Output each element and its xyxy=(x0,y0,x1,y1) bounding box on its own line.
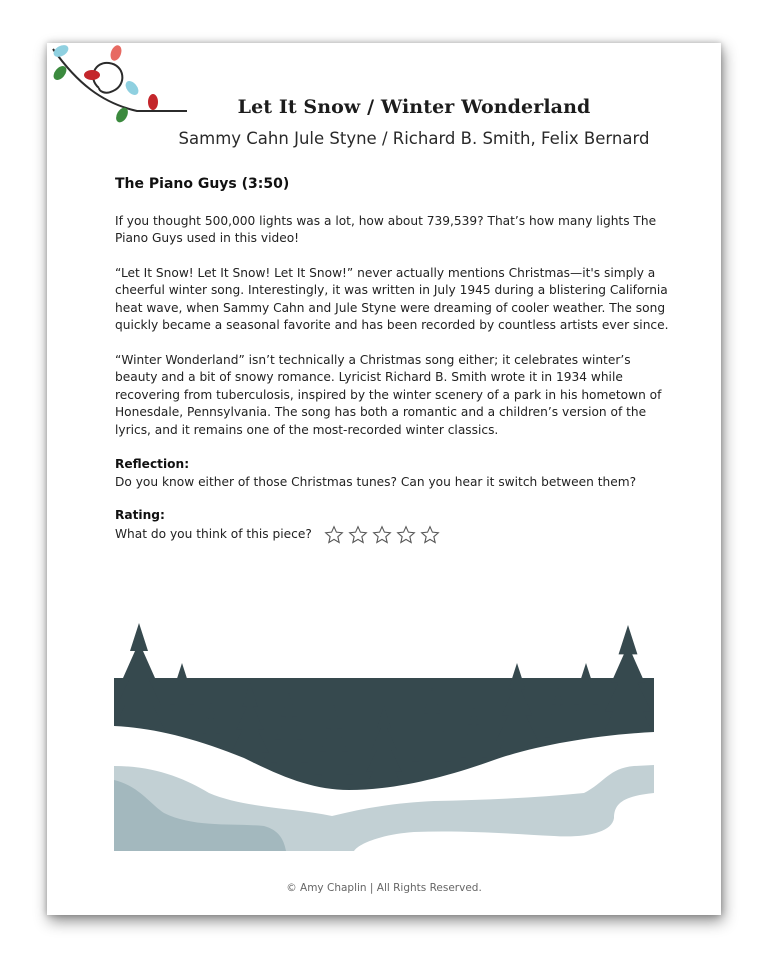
song-title: Let It Snow / Winter Wonderland xyxy=(237,96,591,118)
paragraph-winter-wonderland: “Winter Wonderland” isn’t technically a Christmas song either; it celebrates winter’s beauty and a bit of snowy romance. Lyricist Richard B. Smith wrote it in 1934 while recovering from tuberculosis, inspired by the winter scenery of a park in his hometown of Honesdale, Pennsylvania. The song has both a romantic and a children’s version of the lyrics, and it remains one of the most-recorded winter classics. xyxy=(115,352,662,437)
star-icon-1[interactable] xyxy=(324,525,344,545)
rating-prompt: What do you think of this piece? xyxy=(115,526,312,541)
composers-line: Sammy Cahn Jule Styne / Richard B. Smith, Felix Bernard xyxy=(178,129,650,148)
rating-section xyxy=(115,507,675,545)
winter-landscape-illustration xyxy=(114,618,654,851)
paragraph-lights: If you thought 500,000 lights was a lot, how about 739,539? That’s how many lights The Piano Guys used in this video! xyxy=(115,213,657,245)
rating-label: Rating: xyxy=(115,508,165,522)
reflection-question: Do you know either of those Christmas tunes? Can you hear it switch between them? xyxy=(115,474,637,489)
worksheet-page xyxy=(47,43,721,915)
content-body xyxy=(115,176,675,545)
reflection-label: Reflection: xyxy=(115,457,190,471)
star-icon-5[interactable] xyxy=(420,525,440,545)
star-icon-3[interactable] xyxy=(372,525,392,545)
performer-heading: The Piano Guys (3:50) xyxy=(115,176,290,192)
star-rating[interactable] xyxy=(324,525,444,545)
rating-row xyxy=(115,525,675,545)
reflection-section xyxy=(115,456,675,491)
paragraph-let-it-snow: “Let It Snow! Let It Snow! Let It Snow!” never actually mentions Christmas—it's simply a cheerful winter song. Interestingly, it was written in July 1945 during a blistering California heat wave, when Sammy Cahn and Jule Styne were dreaming of cooler weather. The song quickly became a seasonal favorite and has been recorded by countless artists ever since. xyxy=(115,265,669,332)
star-icon-2[interactable] xyxy=(348,525,368,545)
copyright-footer: © Amy Chaplin | All Rights Reserved. xyxy=(286,882,482,894)
star-icon-4[interactable] xyxy=(396,525,416,545)
